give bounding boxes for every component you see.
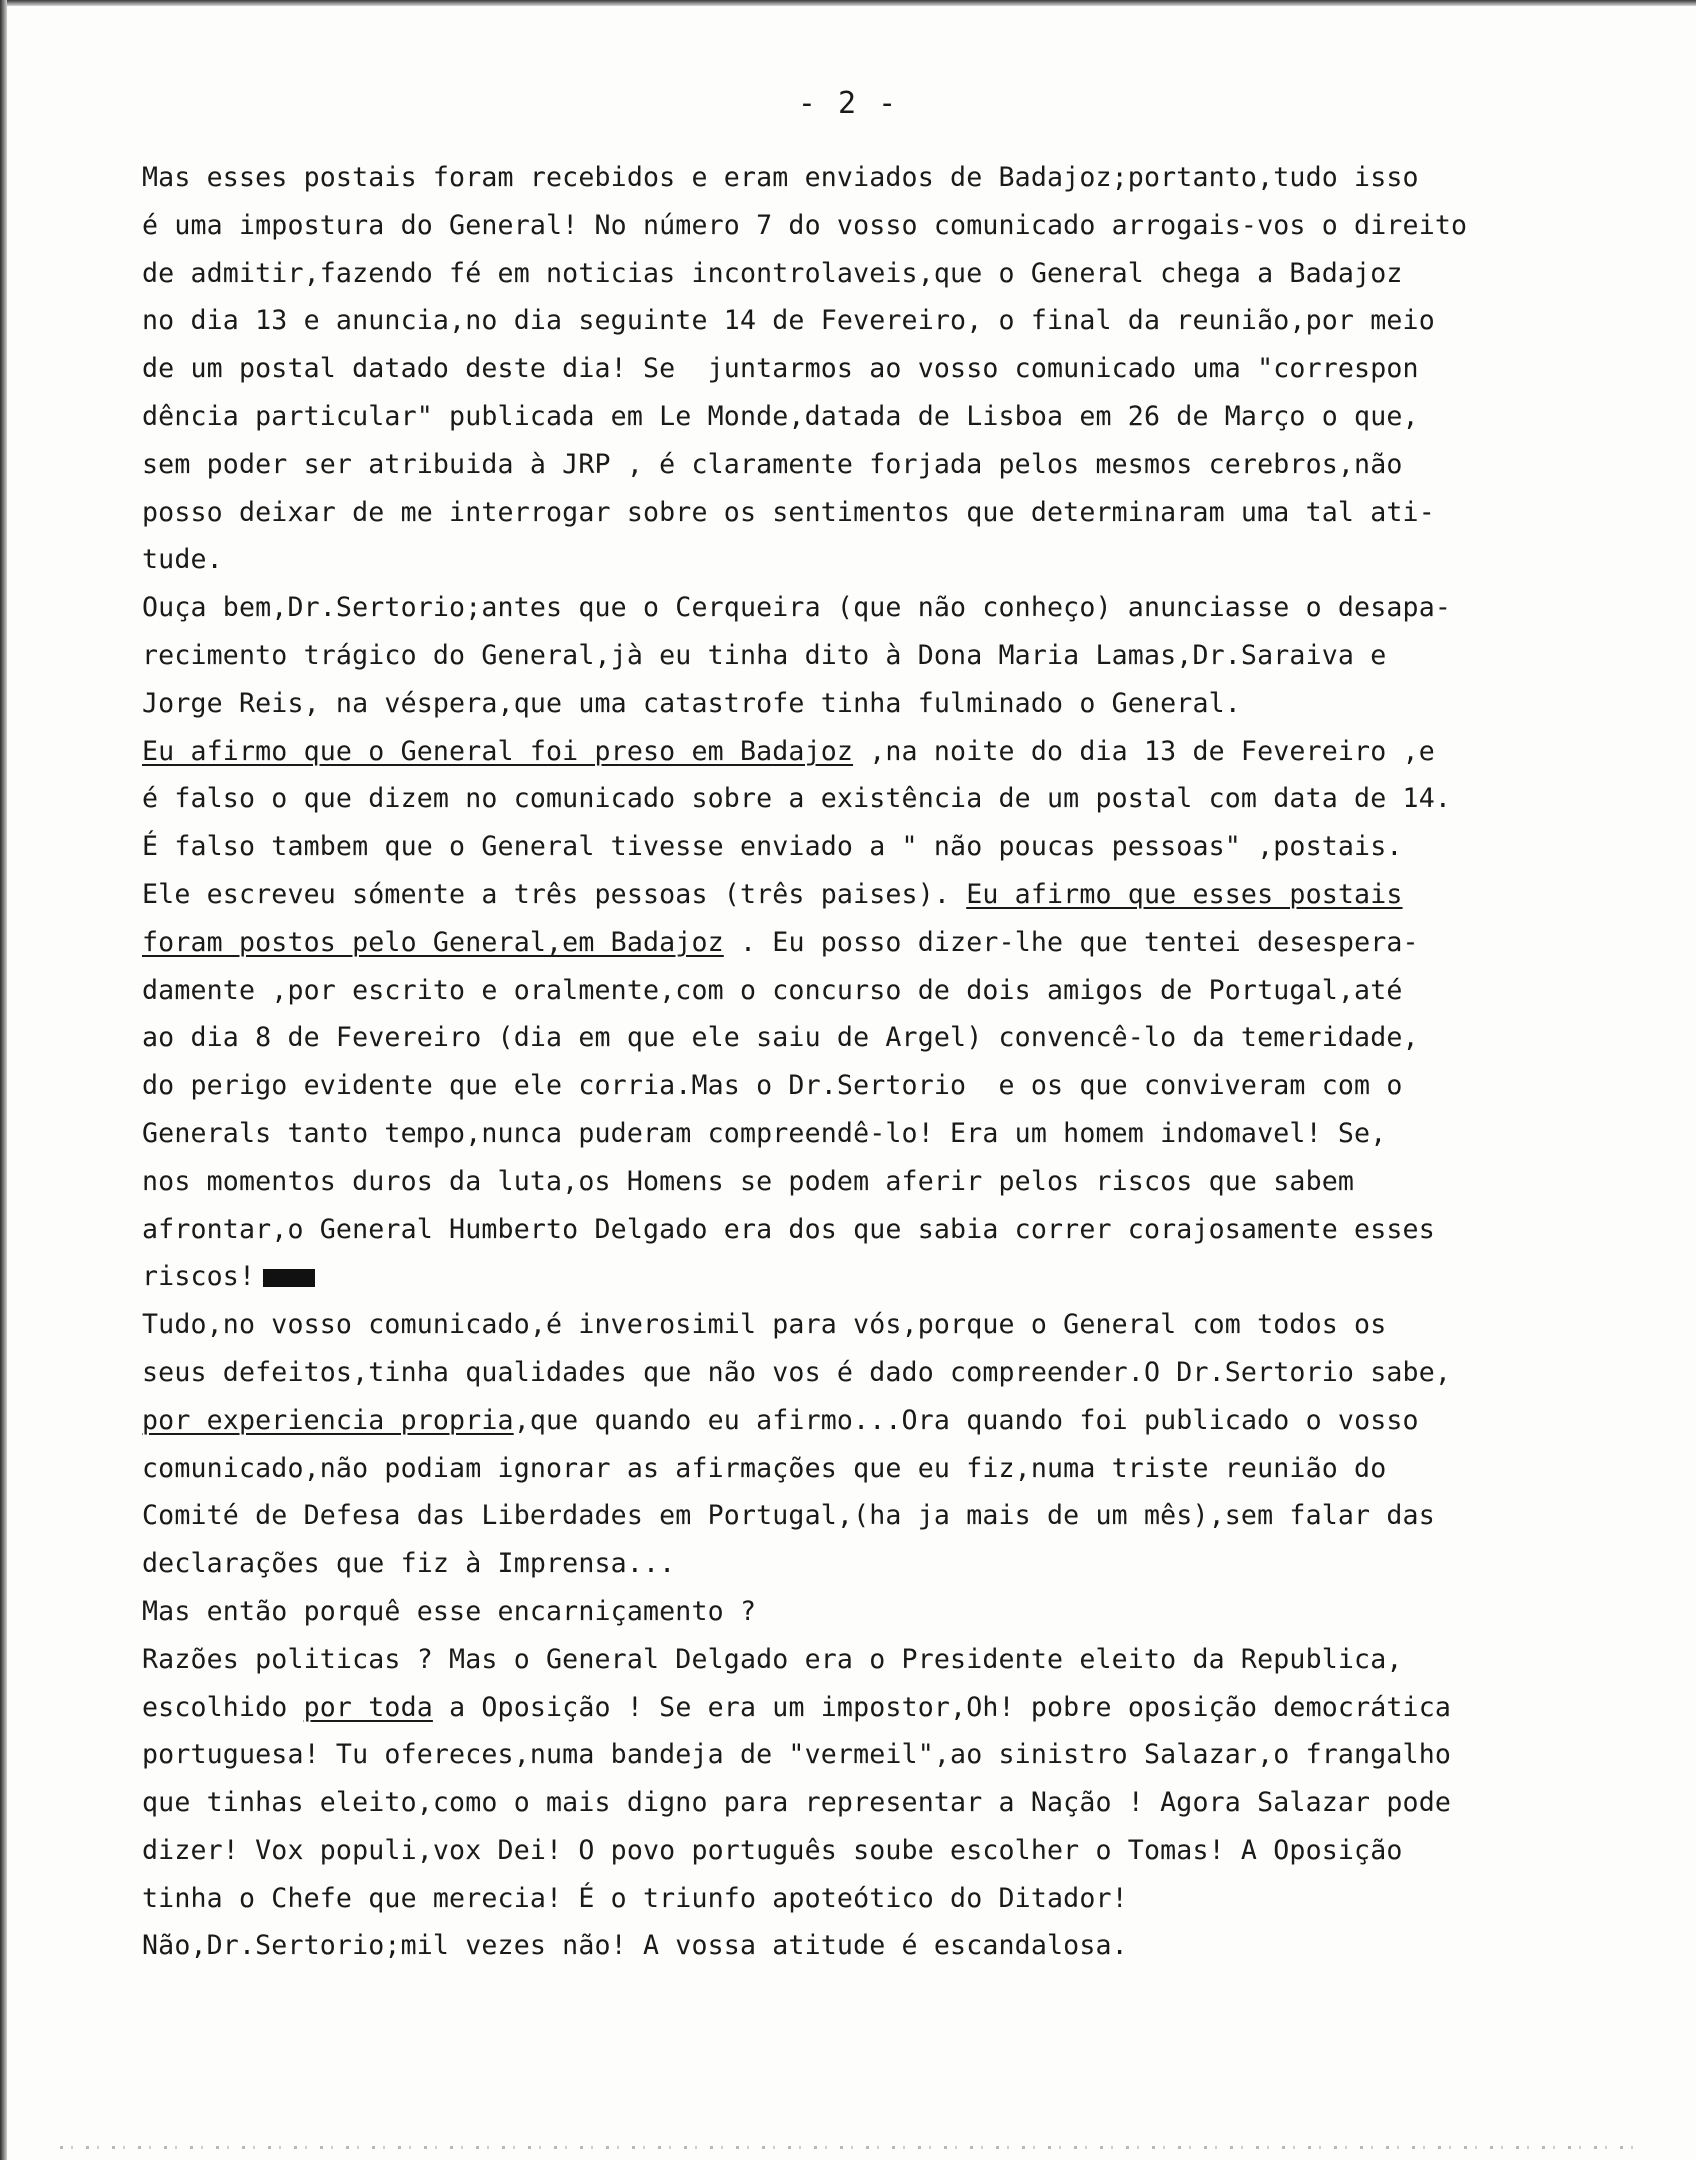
text-line: Ouça bem,Dr.Sertorio;antes que o Cerqueira (que não conheço) anunciasse o desapa- [142,592,1452,624]
text-line: Mas esses postais foram recebidos e eram enviados de Badajoz;portanto,tudo isso [142,162,1419,193]
text-line: afrontar,o General Humberto Delgado era dos que sabia correr corajosamente esses [142,1213,1435,1245]
text-line: portuguesa! Tu ofereces,numa bandeja de "vermeil",ao sinistro Salazar,o frangalho [142,1739,1452,1771]
line-text: Ele escreveu sómente a três pessoas (três paises). [142,878,967,910]
text-line: do perigo evidente que ele corria.Mas o Dr.Sertorio e os que conviveram com o [142,1070,1403,1102]
text-line: de um postal datado deste dia! Se juntarmos ao vosso comunicado uma "correspon [142,353,1419,385]
line-text: riscos! [142,1261,256,1293]
line-continuation: ,que quando eu afirmo...Ora quando foi publicado o vosso [513,1404,1419,1436]
text-line-underlined [142,1684,1612,1732]
page-number: - 2 - [797,86,899,121]
text-line: declarações que fiz à Imprensa... [142,1548,676,1580]
text-line: damente ,por escrito e oralmente,com o concurso de dois amigos de Portugal,até [142,974,1403,1006]
text-line: É falso tambem que o General tivesse enviado a " não poucas pessoas" ,postais. [142,831,1403,863]
text-line: Tudo,no vosso comunicado,é inverosimil para vós,porque o General com todos os [142,1309,1387,1341]
text-line: comunicado,não podiam ignorar as afirmações que eu fiz,numa triste reunião do [142,1452,1387,1484]
text-line: ao dia 8 de Fevereiro (dia em que ele saiu de Argel) convencê-lo da temeridade, [142,1022,1419,1054]
text-line: tinha o Chefe que merecia! É o triunfo apoteótico do Ditador! [142,1882,1128,1914]
text-line: nos momentos duros da luta,os Homens se podem aferir pelos riscos que sabem [142,1165,1355,1197]
underlined-statement: foram postos pelo General,em Badajoz [142,926,724,958]
line-continuation: . Eu posso dizer-lhe que tentei desespera- [723,926,1419,958]
text-line: tude. [142,544,223,576]
scan-noise-bottom [60,2146,1640,2149]
text-line: Mas então porquê esse encarniçamento ? [142,1595,757,1627]
text-line-underlined [142,871,1612,919]
line-continuation: ,na noite do dia 13 de Fevereiro ,e [853,735,1435,767]
text-line: Jorge Reis, na véspera,que uma catastrofe tinha fulminado o General. [142,687,1241,719]
scan-edge-left [0,0,7,2160]
ink-blot [263,1269,315,1287]
text-line: posso deixar de me interrogar sobre os sentimentos que determinaram uma tal ati- [142,496,1435,528]
letter-body [142,154,1612,1970]
text-line: dência particular" publicada em Le Monde,datada de Lisboa em 26 de Março o que, [142,400,1419,432]
text-line: que tinhas eleito,como o mais digno para representar a Nação ! Agora Salazar pode [142,1787,1452,1819]
text-line: recimento trágico do General,jà eu tinha dito à Dona Maria Lamas,Dr.Saraiva e [142,639,1387,671]
underlined-statement: Eu afirmo que esses postais [966,878,1403,910]
text-line: Comité de Defesa das Liberdades em Portugal,(ha ja mais de um mês),sem falar das [142,1500,1435,1532]
underlined-phrase: por experiencia propria [142,1404,514,1436]
text-line: no dia 13 e anuncia,no dia seguinte 14 de Fevereiro, o final da reunião,por meio [142,305,1435,337]
text-line: seus defeitos,tinha qualidades que não vos é dado compreender.O Dr.Sertorio sabe, [142,1356,1452,1388]
text-line: é uma impostura do General! No número 7 do vosso comunicado arrogais-vos o direito [142,209,1468,241]
underlined-phrase: por toda [303,1691,433,1723]
text-line: é falso o que dizem no comunicado sobre a existência de um postal com data de 14. [142,783,1452,815]
line-text: escolhido [142,1691,304,1723]
text-line: Generals tanto tempo,nunca puderam compreendê-lo! Era um homem indomavel! Se, [142,1117,1387,1149]
underlined-statement: Eu afirmo que o General foi preso em Badajoz [142,735,854,767]
text-line: dizer! Vox populi,vox Dei! O povo português soube escolher o Tomas! A Oposição [142,1834,1403,1866]
text-line-underlined [142,919,1612,967]
text-line-underlined [142,1397,1612,1445]
scan-edge-top [0,0,1696,6]
text-line-underlined [142,728,1612,776]
text-line: de admitir,fazendo fé em noticias incontrolaveis,que o General chega a Badajoz [142,257,1403,289]
text-line: Razões politicas ? Mas o General Delgado era o Presidente eleito da Republica, [142,1643,1403,1675]
text-line: sem poder ser atribuida à JRP , é claramente forjada pelos mesmos cerebros,não [142,448,1403,480]
line-continuation: a Oposição ! Se era um impostor,Oh! pobre oposição democrática [432,1691,1452,1723]
text-line: Não,Dr.Sertorio;mil vezes não! A vossa atitude é escandalosa. [142,1930,1128,1962]
text-line [142,1253,1612,1301]
